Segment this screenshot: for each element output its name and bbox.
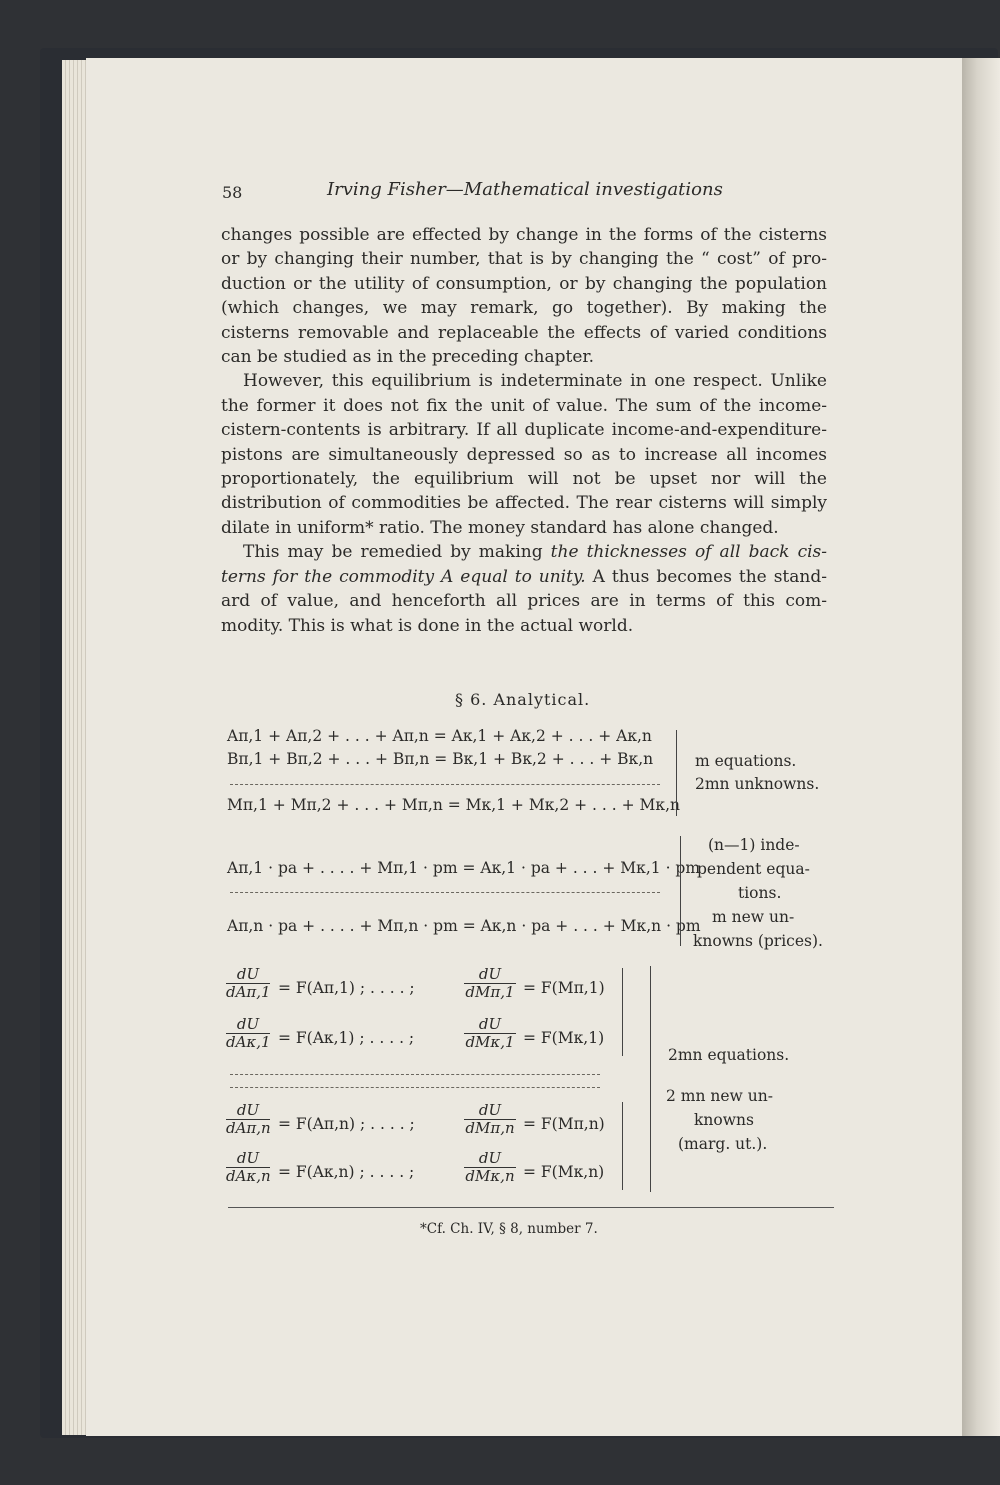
ellipsis-row-2	[230, 892, 660, 893]
value-lhs-3: = F(Aπ,n) ; . . . . ;	[278, 1115, 415, 1133]
brace-2	[680, 836, 681, 946]
brace-1	[676, 730, 677, 816]
derivative-lhs-3: dU dAπ,n	[226, 1101, 271, 1137]
ellipsis-row-4	[230, 1087, 600, 1088]
value-lhs-4: = F(Aκ,n) ; . . . . ;	[278, 1163, 415, 1181]
note-independent-3: tions.	[738, 884, 782, 902]
note-marg-2: knowns	[694, 1111, 754, 1129]
section-heading: § 6. Analytical.	[455, 690, 591, 709]
ellipsis-row-1	[230, 784, 660, 785]
value-rhs-3: = F(Mπ,n)	[523, 1115, 605, 1133]
equation-m: Mπ,1 + Mπ,2 + . . . + Mπ,n = Mκ,1 + Mκ,2 + . . . + Mκ,n	[227, 796, 680, 814]
paragraph-2: However, this equilibrium is indeterminate in one respect. Unlike the former it does not fix the unit of value. The sum of the income-cistern-contents is arbitrary. If all duplicate income-and-expenditure-pistons are simultaneously depressed so as to increase all incomes proportionately, the equilibrium will not be upset nor will the distribution of commodities be affected. The rear cisterns will simply dilate in uniform* ratio. The money standard has alone changed.	[221, 371, 827, 538]
derivative-rhs-1: dU dMπ,1	[465, 965, 515, 1001]
value-lhs-1: = F(Aπ,1) ; . . . . ;	[278, 979, 415, 997]
equation-b: Bπ,1 + Bπ,2 + . . . + Bπ,n = Bκ,1 + Bκ,2 + . . . + Bκ,n	[227, 750, 654, 768]
brace-3c	[650, 966, 651, 1192]
derivative-rhs-2: dU dMκ,1	[465, 1015, 515, 1051]
note-2mn-equations: 2mn equations.	[668, 1046, 790, 1064]
value-rhs-4: = F(Mκ,n)	[523, 1163, 605, 1181]
derivative-lhs-2: dU dAκ,1	[226, 1015, 271, 1051]
price-equation-n: Aπ,n · pa + . . . . + Mπ,n · pm = Aκ,n · pa + . . . + Mκ,n · pm	[227, 917, 701, 935]
note-m-equations: m equations.	[695, 752, 797, 770]
value-rhs-1: = F(Mπ,1)	[523, 979, 605, 997]
footnote: *Cf. Ch. IV, § 8, number 7.	[420, 1221, 598, 1237]
equation-a: Aπ,1 + Aπ,2 + . . . + Aπ,n = Aκ,1 + Aκ,2 + . . . + Aκ,n	[227, 727, 652, 745]
derivative-lhs-4: dU dAκ,n	[226, 1149, 271, 1185]
note-prices-1: m new un-	[712, 908, 795, 926]
value-rhs-2: = F(Mκ,1)	[523, 1029, 605, 1047]
facing-page-edge	[962, 58, 1000, 1436]
value-lhs-2: = F(Aκ,1) ; . . . . ;	[278, 1029, 415, 1047]
derivative-rhs-4: dU dMκ,n	[465, 1149, 515, 1185]
derivative-rhs-3: dU dMπ,n	[465, 1101, 515, 1137]
paragraph-1: changes possible are effected by change in the forms of the cisterns or by changing their number, that is by changing the “ cost” of pro-duction or the utility of consumption, or by changing the population (which changes, we may remark, go together). By making the cisterns removable and replaceable the effects of varied conditions can be studied as in the preceding chapter.	[221, 225, 827, 368]
note-independent-2: pendent equa-	[697, 860, 810, 878]
note-marg-1: 2 mn new un-	[666, 1087, 773, 1105]
note-independent-1: (n—1) inde-	[708, 836, 800, 854]
paragraph-3-emphasis: the thicknesses of all back cis-terns for the commodity A equal to unity.	[221, 542, 827, 587]
brace-3b	[622, 1102, 623, 1190]
footnote-rule	[228, 1207, 834, 1208]
page-number: 58	[222, 183, 243, 202]
paragraph-3	[221, 540, 827, 638]
note-marg-3: (marg. ut.).	[678, 1135, 768, 1153]
derivative-lhs-1: dU dAπ,1	[226, 965, 271, 1001]
brace-3a	[622, 968, 623, 1056]
paragraph-3-start: This may be remedied by making	[243, 542, 551, 563]
note-2mn-unknowns: 2mn unknowns.	[695, 775, 820, 793]
price-equation-1: Aπ,1 · pa + . . . . + Mπ,1 · pm = Aκ,1 · pa + . . . + Mκ,1 · pm	[227, 859, 701, 877]
paragraph-3-end: A thus becomes the stand-ard of value, and henceforth all prices are in terms of this com-modity. This is what is done in the actual world.	[221, 566, 827, 636]
ellipsis-row-3	[230, 1074, 600, 1075]
running-title: Irving Fisher—Mathematical investigations	[327, 179, 723, 200]
note-prices-2: knowns (prices).	[693, 932, 823, 950]
body-text	[221, 223, 827, 638]
